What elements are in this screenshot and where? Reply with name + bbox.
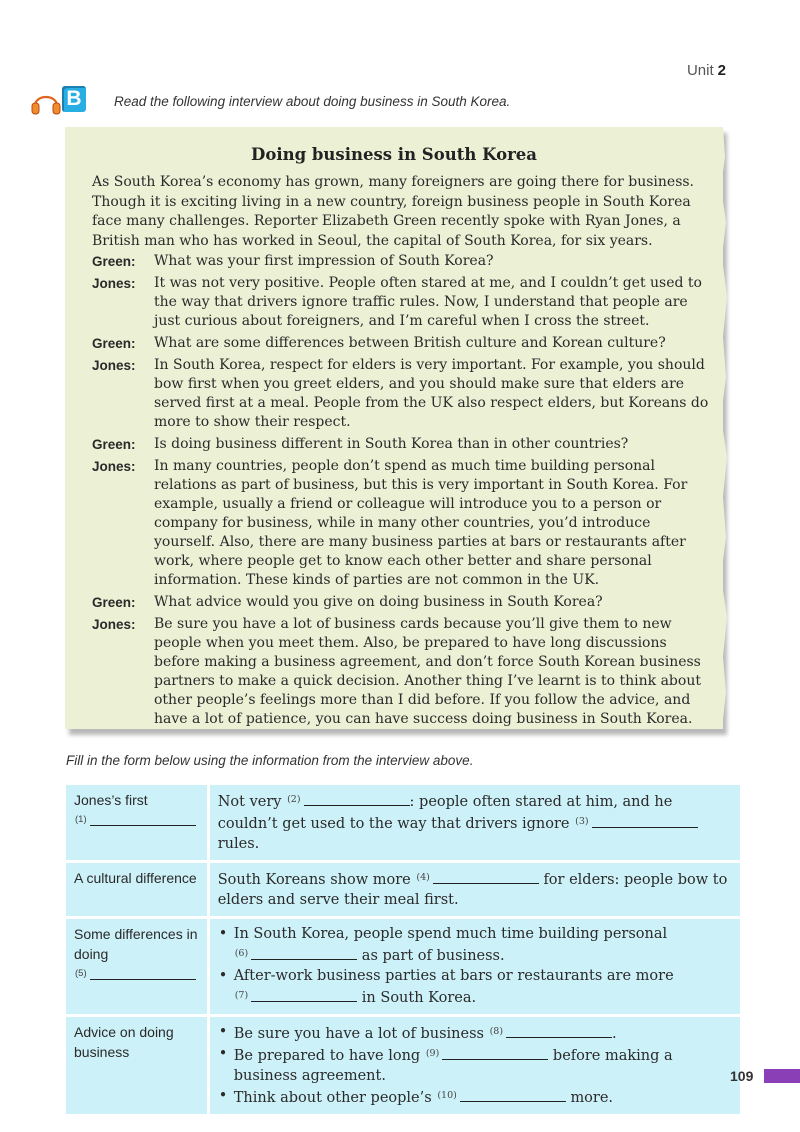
dialogue-turn xyxy=(92,356,717,432)
dialogue-turn xyxy=(92,252,717,271)
label-text: Jones’s first xyxy=(74,792,148,808)
speaker-line: In many countries, people don’t spend as much time building personal relations as part of business, but this is very important in South Korea. For example, usually a friend or colleague will introduce you to a person or company for business, while in many other countries, you’d introduce yourself. Also, there are many business parties at bars or restaurants after work, where people get to know each other better and share personal information. These kinds of parties are not common in the UK. xyxy=(154,458,688,588)
blank-1-input[interactable] xyxy=(90,810,196,826)
headphones-icon xyxy=(30,88,62,116)
answer-text: for elders: people bow to elders and serve their meal first. xyxy=(217,872,728,908)
answer-text: : people often stared at him, and he couldn’t get used to the way that drivers ignore xyxy=(217,794,673,832)
blank-7-input[interactable] xyxy=(251,986,357,1002)
speaker-name: Green: xyxy=(92,336,136,351)
speaker-line: What was your first impression of South Korea? xyxy=(154,253,494,269)
blank-2-input[interactable] xyxy=(304,790,410,806)
article-intro: As South Korea’s economy has grown, many foreigners are going there for business. Though it is exciting living in a new country, foreign business people in South Korea face many challenges. Reporter Elizabeth Green recently spoke with Ryan Jones, a British man who has worked in Seoul, the capital of South Korea, for six years. xyxy=(92,174,695,249)
dialogue-turn xyxy=(92,435,717,454)
form-row-first-impression xyxy=(66,785,740,862)
answer-text: South Koreans show more xyxy=(217,872,411,888)
answer-text: After-work business parties at bars or restaurants are more xyxy=(233,968,674,984)
form-answer xyxy=(208,785,740,862)
blank-number: (4) xyxy=(416,872,430,883)
speaker-name: Jones: xyxy=(92,459,136,474)
section-letter-badge: B xyxy=(62,86,86,112)
form-instruction: Fill in the form below using the information from the interview above. xyxy=(66,753,474,768)
form-answer xyxy=(208,918,740,1016)
answer-text: Be sure you have a lot of business xyxy=(233,1026,484,1042)
dialogue-turn xyxy=(92,615,717,729)
unit-word: Unit xyxy=(686,62,714,79)
speaker-line: In South Korea, respect for elders is very important. For example, you should bow first when you greet elders, and you should make sure that elders are served first at a meal. People from the UK also respect elders, but Koreans do more to show their respect. xyxy=(154,357,709,430)
interview-dialogue xyxy=(92,252,717,732)
section-instruction: Read the following interview about doing business in South Korea. xyxy=(114,94,511,109)
speaker-line: What advice would you give on doing business in South Korea? xyxy=(154,594,603,610)
form-answer xyxy=(208,862,740,918)
form-answer xyxy=(208,1016,740,1116)
dialogue-turn xyxy=(92,593,717,612)
blank-number: (7) xyxy=(234,990,249,1001)
blank-number: (6) xyxy=(234,948,249,959)
answer-text: In South Korea, people spend much time building personal xyxy=(233,926,668,942)
answer-text: Be prepared to have long xyxy=(233,1048,421,1064)
speaker-name: Jones: xyxy=(92,358,136,373)
blank-10-input[interactable] xyxy=(460,1086,566,1102)
torn-edge xyxy=(715,127,729,729)
fill-in-form xyxy=(66,785,740,1117)
answer-text: before making a business agreement. xyxy=(233,1048,673,1084)
dialogue-turn xyxy=(92,334,717,353)
article-title: Doing business in South Korea xyxy=(251,145,537,164)
bullet-item xyxy=(234,924,732,966)
dialogue-turn xyxy=(92,274,717,331)
form-label xyxy=(66,785,208,862)
form-row-advice xyxy=(66,1016,740,1116)
speaker-line: Be sure you have a lot of business cards because you’ll give them to new people when you meet them. Also, be prepared to have long discussions before making a business agreement, and don’t force South Korean business partners to make a quick decision. Another thing I’ve learnt is to think about other people’s feelings more than I did before. If you follow the advice, and have a lot of patience, you can have success doing business in South Korea. xyxy=(154,616,701,727)
form-row-business-differences xyxy=(66,918,740,1016)
blank-8-input[interactable] xyxy=(506,1022,612,1038)
blank-4-input[interactable] xyxy=(433,868,539,884)
answer-text: more. xyxy=(570,1090,614,1106)
answer-text: Not very xyxy=(217,794,282,810)
blank-number: (5) xyxy=(75,968,87,979)
answer-text: Think about other people’s xyxy=(233,1090,432,1106)
bullet-item xyxy=(234,1086,732,1108)
speaker-line: Is doing business different in South Korea than in other countries? xyxy=(154,436,629,452)
speaker-line: What are some differences between British culture and Korean culture? xyxy=(154,335,666,351)
article-panel xyxy=(65,127,723,729)
page-color-tab xyxy=(764,1069,800,1083)
form-label: Advice on doing business xyxy=(66,1016,208,1116)
bullet-item xyxy=(234,1022,732,1044)
speaker-name: Jones: xyxy=(92,617,136,632)
blank-3-input[interactable] xyxy=(592,812,698,828)
dialogue-turn xyxy=(92,457,717,590)
label-text: Some differences in doing xyxy=(74,926,198,962)
blank-number: (1) xyxy=(75,814,87,825)
form-label: A cultural difference xyxy=(66,862,208,918)
page-number: 109 xyxy=(730,1068,754,1084)
answer-text: . xyxy=(612,1026,617,1042)
speaker-name: Jones: xyxy=(92,276,136,291)
answer-text: as part of business. xyxy=(361,948,505,964)
blank-number: (3) xyxy=(575,816,589,827)
blank-number: (2) xyxy=(287,794,301,805)
speaker-name: Green: xyxy=(92,437,136,452)
form-label xyxy=(66,918,208,1016)
form-row-cultural-difference xyxy=(66,862,740,918)
unit-number: 2 xyxy=(717,62,726,79)
answer-text: rules. xyxy=(217,836,260,852)
blank-5-input[interactable] xyxy=(90,964,196,980)
answer-text: in South Korea. xyxy=(361,990,477,1006)
speaker-name: Green: xyxy=(92,595,136,610)
bullet-item xyxy=(234,1044,732,1086)
speaker-line: It was not very positive. People often stared at me, and I couldn’t get used to the way that drivers ignore traffic rules. Now, I understand that people are just curious about foreigners, and I’m careful when I cross the street. xyxy=(154,275,702,329)
blank-9-input[interactable] xyxy=(442,1044,548,1060)
unit-label xyxy=(687,62,726,79)
blank-6-input[interactable] xyxy=(251,944,357,960)
blank-number: (10) xyxy=(437,1090,457,1101)
speaker-name: Green: xyxy=(92,254,136,269)
blank-number: (9) xyxy=(425,1048,440,1059)
blank-number: (8) xyxy=(489,1026,504,1037)
bullet-item xyxy=(234,966,732,1008)
